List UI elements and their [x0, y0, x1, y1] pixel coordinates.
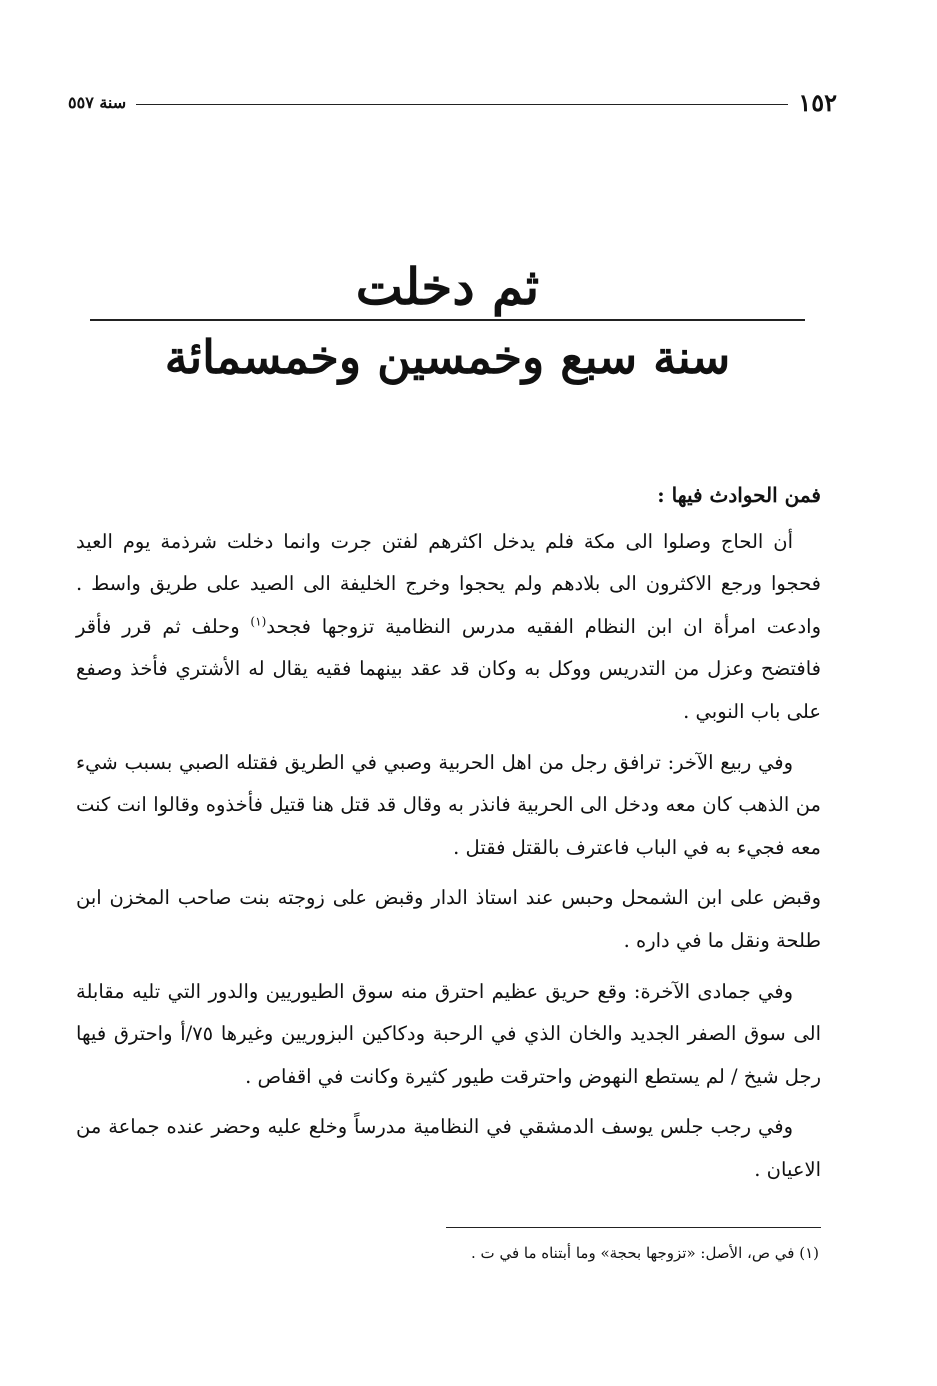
body-text: [76, 474, 821, 1200]
chapter-heading: [90, 255, 805, 387]
footnote-rule: [446, 1227, 821, 1228]
paragraph-4: [76, 971, 821, 1099]
paragraph-1: [76, 521, 821, 734]
chapter-title-line1: ثم دخلت: [355, 257, 540, 316]
paragraph-4-part-a: وفي جمادى الآخرة: وقع حريق عظيم احترق منه سوق الطيوريين والدور التي تليه مقابلة الى سوق الصفر الجديد والخان الذي في الرحبة ودكاكين البزوريين وغيرها: [76, 979, 822, 1046]
paragraph-3: وقبض على ابن الشمحل وحبس عند استاذ الدار وقبض على زوجته بنت صاحب المخزن ابن طلحة ونقل ما في داره .: [76, 886, 821, 952]
chapter-title-line2: سنة سبع وخمسين وخمسمائة: [164, 330, 731, 384]
paragraph-1-part-b: وحلف ثم قرر فأقر فافتضح وعزل من التدريس ووكل به وكان قد عقد بينهما فقيه يقال له الأشتري فأخذ وصفع على باب النوبي .: [76, 614, 821, 723]
paragraph-2: وفي ربيع الآخر: ترافق رجل من اهل الحربية وصبي في الطريق فقتله الصبي بسبب شيء من الذهب كان معه ودخل الى الحربية فانذر به وقال قد قتل هنا قتيل فأخذوه وقالوا انت كنت معه فجيء به في الباب فاعترف بالقتل فقتل .: [76, 750, 821, 859]
header-rule: [136, 104, 788, 105]
folio-marker: ٧٥/أ: [180, 1022, 214, 1046]
footnote-reference: (١): [250, 614, 267, 629]
paragraph-5: وفي رجب جلس يوسف الدمشقي في النظامية مدرساً وخلع عليه وحضر عنده جماعة من الاعيان .: [76, 1115, 821, 1181]
page-number: ١٥٢: [798, 87, 837, 117]
running-title: سنة ٥٥٧: [68, 92, 127, 112]
footnote: (١) في ص، الأصل: «تزوجها بحجة» وما أبتناه ما في ت .: [471, 1244, 819, 1262]
paragraph-4-part-b: واحترق فيها رجل شيخ / لم يستطع النهوض واحترقت طيور كثيرة وكانت في اقفاص .: [76, 1022, 821, 1088]
heading-rule: [90, 319, 805, 321]
section-label: فمن الحوادث فيها :: [657, 483, 821, 507]
paragraph-1-part-a: أن الحاج وصلوا الى مكة فلم يدخل اكثرهم لفتن جرت وانما دخلت شرذمة يوم العيد فحجوا ورجع الاكثرون الى بلادهم ولم يحجوا وخرج الخليفة الى الصيد على طريق واسط . وادعت امرأة ان ابن النظام الفقيه مدرس النظامية تزوجها فجحد: [76, 529, 821, 638]
running-header: [68, 88, 837, 116]
